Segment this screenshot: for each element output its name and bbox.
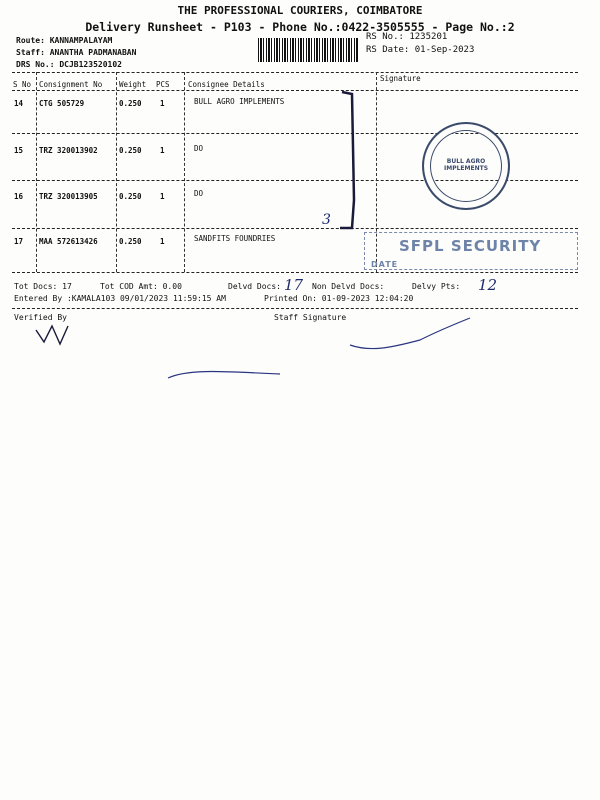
row-consignee: DO: [194, 189, 204, 198]
row-consignee: DO: [194, 144, 204, 153]
staff-field: Staff: ANANTHA PADMANABAN: [16, 48, 137, 57]
col-signature: Signature: [380, 74, 421, 83]
col-weight: Weight: [119, 80, 147, 89]
row-pcs: 1: [160, 192, 165, 201]
row-consignment: TRZ 320013905: [39, 192, 98, 201]
row-consignee: SANDFITS FOUNDRIES: [194, 234, 276, 243]
row-sno: 17: [14, 237, 24, 246]
round-stamp: [422, 122, 510, 210]
row-consignee: BULL AGRO IMPLEMENTS: [194, 97, 285, 106]
col-consignee: Consignee Details: [188, 80, 265, 89]
security-stamp-text: SFPL SECURITY: [399, 237, 542, 255]
row-pcs: 1: [160, 99, 165, 108]
row-weight: 0.250: [119, 237, 142, 246]
row-weight: 0.250: [119, 192, 142, 201]
rs-date: RS Date: 01-Sep-2023: [366, 45, 475, 55]
security-stamp: [364, 232, 578, 270]
row-sno: 15: [14, 146, 24, 155]
row-sno: 14: [14, 99, 24, 108]
col-pcs: PCS: [156, 80, 170, 89]
row-pcs: 1: [160, 146, 165, 155]
row-sno: 16: [14, 192, 24, 201]
row-pcs: 1: [160, 237, 165, 246]
rs-number: RS No.: 1235201: [366, 32, 448, 42]
total-cod: Tot COD Amt: 0.00: [100, 282, 182, 291]
total-docs: Tot Docs: 17: [14, 282, 72, 291]
col-sno: S No: [13, 80, 32, 89]
company-title: THE PROFESSIONAL COURIERS, COIMBATORE: [177, 4, 423, 17]
row-consignment: MAA 572613426: [39, 237, 98, 246]
row-consignment: CTG 505729: [39, 99, 85, 108]
row-weight: 0.250: [119, 99, 142, 108]
security-stamp-date-label: DATE: [371, 260, 399, 269]
route-field: Route: KANNAMPALAYAM: [16, 36, 113, 45]
non-delivered-docs-label: Non Delvd Docs:: [312, 282, 385, 291]
document-subtitle: Delivery Runsheet - P103 - Phone No.:0422-3505555 - Page No.:2: [85, 20, 515, 34]
round-stamp-text: BULL AGRO IMPLEMENTS: [443, 158, 489, 172]
entered-by: Entered By :KAMALA103 09/01/2023 11:59:15 AM: [14, 294, 226, 303]
delivered-docs-label: Delvd Docs:: [228, 282, 281, 291]
drs-field: DRS No.: DCJB123520102: [16, 60, 122, 69]
row-consignment: TRZ 320013902: [39, 146, 98, 155]
verified-by-label: Verified By: [14, 313, 67, 322]
col-consignment: Consignment No: [39, 80, 103, 89]
delivery-points-label: Delvy Pts:: [412, 282, 461, 291]
handwritten-mark: 3: [322, 212, 331, 228]
printed-on: Printed On: 01-09-2023 12:04:20: [264, 294, 414, 303]
staff-signature-label: Staff Signature: [274, 313, 347, 322]
delivery-points-value: 12: [478, 276, 498, 294]
delivered-docs-value: 17: [284, 276, 304, 294]
row-weight: 0.250: [119, 146, 142, 155]
